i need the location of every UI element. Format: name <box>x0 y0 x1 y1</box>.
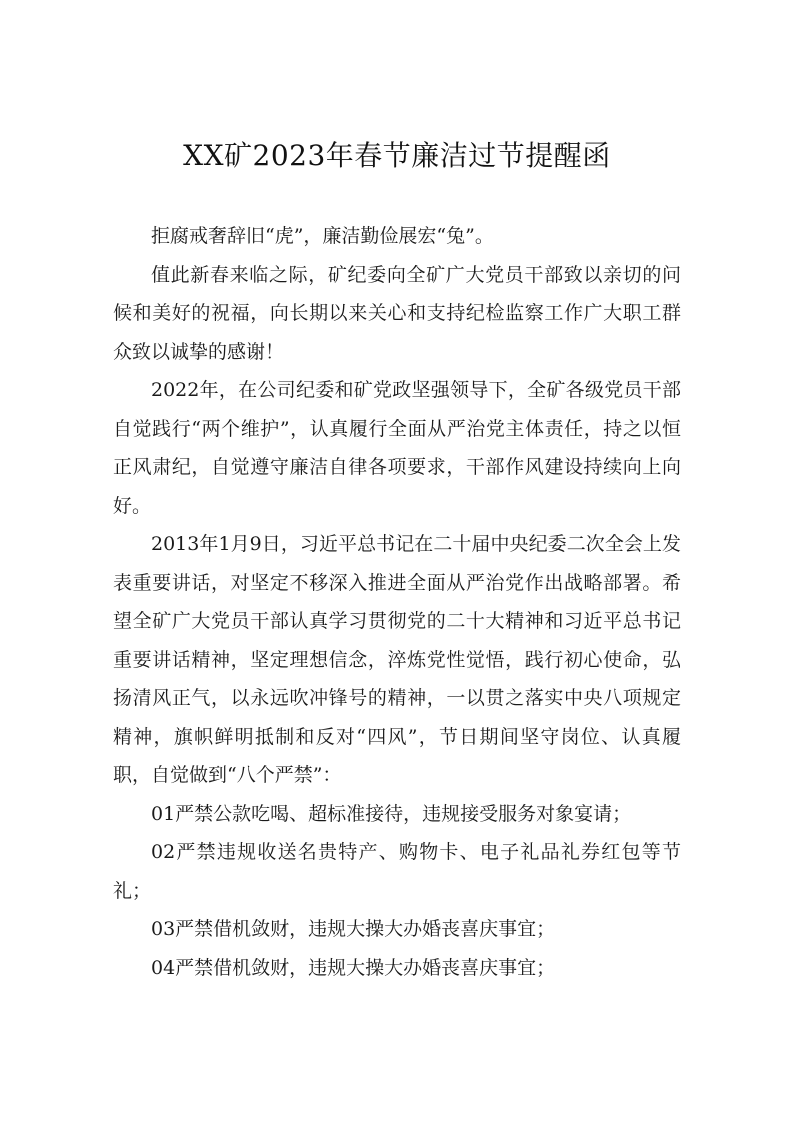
rule-item-03: 03严禁借机敛财，违规大操大办婚丧喜庆事宜； <box>151 918 556 940</box>
paragraph-new-year-wishes: 值此新春来临之际，矿纪委向全矿广大党员干部致以亲切的问候和美好的祝福，向长期以来关心和支持纪检监察工作广大职工群众致以诚挚的感谢！ <box>113 263 681 363</box>
rule-item-04: 04严禁借机敛财，违规大操大办婚丧喜庆事宜； <box>151 956 556 979</box>
paragraph-2022-review: 2022年，在公司纪委和矿党政坚强领导下，全矿各级党员干部自觉践行“两个维护”，认真履行全面从严治党主体责任，持之以恒正风肃纪，自觉遵守廉洁自律各项要求，干部作风建设持续向上向好。 <box>113 379 681 517</box>
rule-item-02: 02严禁违规收送名贵特产、购物卡、电子礼品礼券红包等节礼； <box>113 841 681 902</box>
rule-item-01: 01严禁公款吃喝、超标准接待，违规接受服务对象宴请； <box>151 802 632 825</box>
document-title: XX矿2023年春节廉洁过节提醒函 <box>183 139 611 172</box>
document-body <box>113 217 681 987</box>
paragraph-greeting: 拒腐戒奢辞旧“虎”，廉洁勤俭展宏“兔”。 <box>151 225 494 247</box>
paragraph-speech: 2013年1月9日，习近平总书记在二十届中央纪委二次全会上发表重要讲话，对坚定不移深入推进全面从严治党作出战略部署。希望全矿广大党员干部认真学习贯彻党的二十大精神和习近平总书记重要讲话精神，坚定理想信念，淬炼党性觉悟，践行初心使命，弘扬清风正气，以永远吹冲锋号的精神，一以贯之落实中央八项规定精神，旗帜鲜明抵制和反对“四风”，节日期间坚守岗位、认真履职，自觉做到“八个严禁”： <box>113 533 681 786</box>
